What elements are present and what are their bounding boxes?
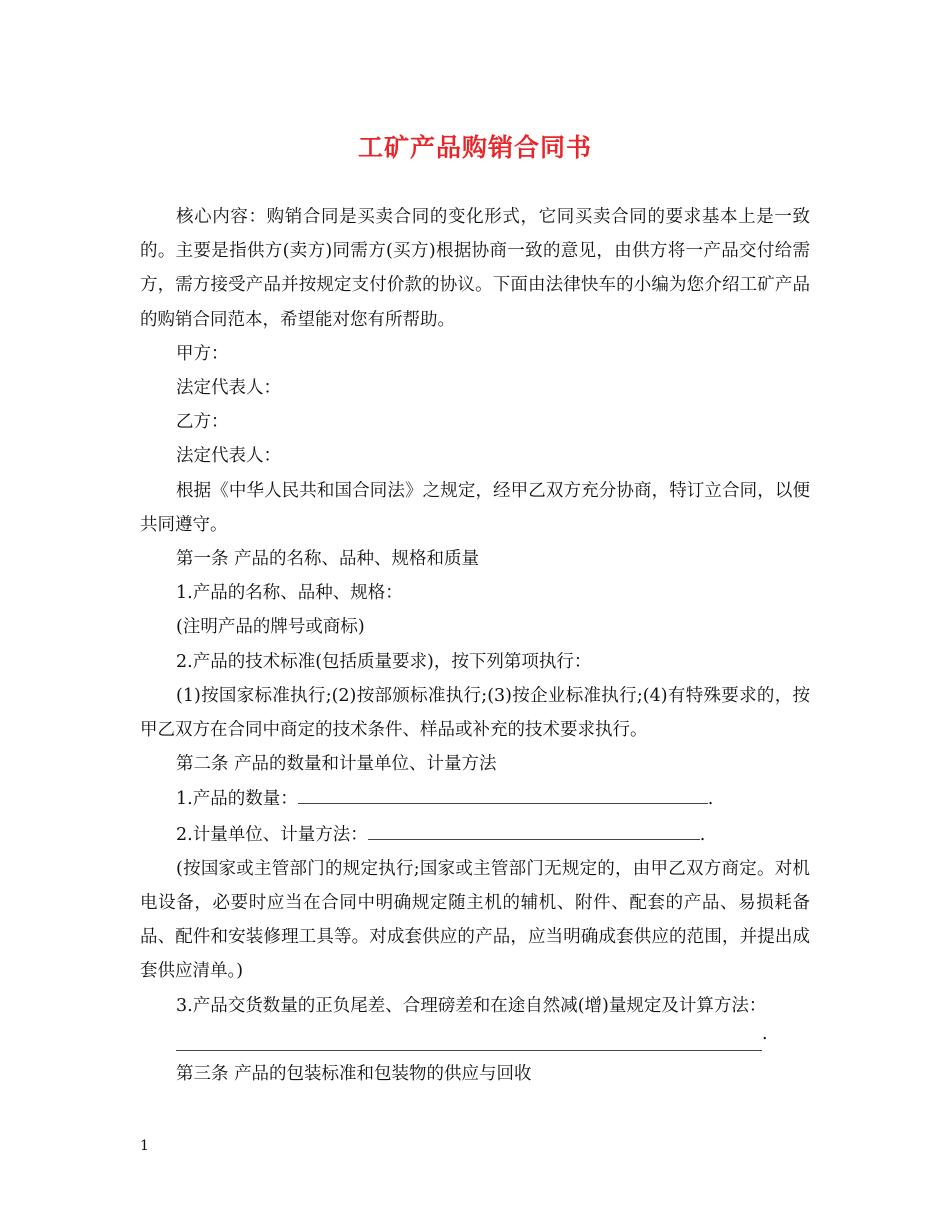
quantity-blank-end: . xyxy=(707,789,714,810)
article-2-item-3: 3.产品交货数量的正负尾差、合理磅差和在途自然减(增)量规定及计算方法： xyxy=(176,995,767,1016)
article-1-note: (注明产品的牌号或商标) xyxy=(176,617,365,638)
party-b-representative-line: 法定代表人： xyxy=(176,446,281,467)
measurement-blank-end: . xyxy=(699,824,706,845)
article-2-item-2-label: 2.计量单位、计量方法： xyxy=(176,824,368,845)
article-2-item-1-line xyxy=(140,781,810,816)
document-body xyxy=(140,200,810,1091)
party-a-representative-line: 法定代表人： xyxy=(176,378,281,399)
page-number: 1 xyxy=(140,1138,149,1154)
measurement-blank xyxy=(368,817,700,840)
article-1-item-1: 1.产品的名称、品种、规格： xyxy=(176,583,403,604)
article-2-heading: 第二条 产品的数量和计量单位、计量方法 xyxy=(176,754,497,775)
preamble-paragraph: 根据《中华人民共和国合同法》之规定，经甲乙双方充分协商，特订立合同，以便共同遵守。 xyxy=(140,480,810,535)
tolerance-blank xyxy=(176,1028,762,1051)
article-2-item-2-line xyxy=(140,817,810,852)
tolerance-blank-end: . xyxy=(762,1023,768,1044)
quantity-blank xyxy=(298,781,708,804)
article-1-item-2: 2.产品的技术标准(包括质量要求)，按下列第项执行： xyxy=(176,651,592,672)
article-1-item-2-options: (1)按国家标准执行;(2)按部颁标准执行;(3)按企业标准执行;(4)有特殊要求的，按甲乙双方在合同中商定的技术条件、样品或补充的技术要求执行。 xyxy=(140,685,810,741)
article-1-heading: 第一条 产品的名称、品种、规格和质量 xyxy=(176,549,480,570)
article-2-item-1-label: 1.产品的数量： xyxy=(176,789,298,810)
intro-paragraph: 核心内容：购销合同是买卖合同的变化形式，它同买卖合同的要求基本上是一致的。主要是指供方(卖方)同需方(买方)根据协商一致的意见，由供方将一产品交付给需方，需方接受产品并按规定支付价款的协议。下面由法律快车的小编为您介绍工矿产品的购销合同范本，希望能对您有所帮助。 xyxy=(140,207,810,330)
party-a-line: 甲方： xyxy=(176,343,229,364)
document-title: 工矿产品购销合同书 xyxy=(357,133,592,162)
article-2-note: (按国家或主管部门的规定执行;国家或主管部门无规定的，由甲乙双方商定。对机电设备，必要时应当在合同中明确规定随主机的辅机、附件、配套的产品、易损耗备品、配件和安装修理工具等。对成套供应的产品，应当明确成套供应的范围，并提出成套供应清单。) xyxy=(140,858,810,982)
article-3-heading: 第三条 产品的包装标准和包装物的供应与回收 xyxy=(176,1063,532,1084)
tolerance-blank-line xyxy=(176,1023,810,1057)
party-b-line: 乙方： xyxy=(176,412,229,433)
